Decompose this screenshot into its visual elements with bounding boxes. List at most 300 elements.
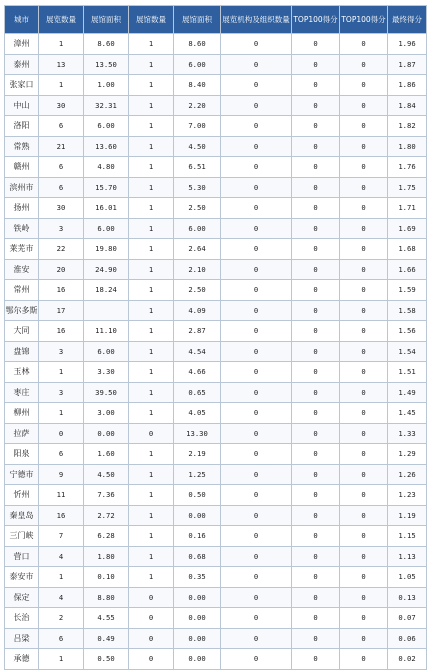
cell-top100-score-a: 0 bbox=[292, 300, 340, 321]
table-row bbox=[5, 136, 427, 157]
cell-top100-score-b: 0 bbox=[340, 423, 388, 444]
cell-top100-score-a: 0 bbox=[292, 341, 340, 362]
cell-top100-score-b: 0 bbox=[340, 218, 388, 239]
cell-top100-score-b: 0 bbox=[340, 341, 388, 362]
cell-exhibition-count: 6 bbox=[39, 177, 84, 198]
cell-exhibition-area: 4.09 bbox=[174, 300, 221, 321]
cell-final-score: 1.96 bbox=[388, 34, 427, 55]
cell-exhibition-area: 0.00 bbox=[174, 608, 221, 629]
cell-top100-score-a: 0 bbox=[292, 403, 340, 424]
table-row bbox=[5, 54, 427, 75]
cell-exhibition-count: 3 bbox=[39, 382, 84, 403]
cell-venue-count: 1 bbox=[129, 198, 174, 219]
cell-top100-score-b: 0 bbox=[340, 464, 388, 485]
cell-venue-area: 19.80 bbox=[84, 239, 129, 260]
cell-venue-area: 15.70 bbox=[84, 177, 129, 198]
table-row bbox=[5, 382, 427, 403]
cell-venue-count: 1 bbox=[129, 382, 174, 403]
table-body bbox=[5, 34, 427, 670]
cell-city: 铁岭 bbox=[5, 218, 39, 239]
cell-top100-score-b: 0 bbox=[340, 587, 388, 608]
cell-final-score: 1.69 bbox=[388, 218, 427, 239]
cell-final-score: 0.13 bbox=[388, 587, 427, 608]
cell-city: 长治 bbox=[5, 608, 39, 629]
cell-exhibition-area: 6.51 bbox=[174, 157, 221, 178]
cell-exhibition-area: 13.30 bbox=[174, 423, 221, 444]
cell-top100-score-a: 0 bbox=[292, 587, 340, 608]
cell-venue-area: 13.50 bbox=[84, 54, 129, 75]
cell-venue-count: 1 bbox=[129, 403, 174, 424]
cell-final-score: 1.84 bbox=[388, 95, 427, 116]
cell-top100-score-a: 0 bbox=[292, 116, 340, 137]
table-row bbox=[5, 423, 427, 444]
table-row bbox=[5, 587, 427, 608]
table-row bbox=[5, 95, 427, 116]
cell-exhibition-area: 4.66 bbox=[174, 362, 221, 383]
cell-exhibition-count: 16 bbox=[39, 505, 84, 526]
cell-organizer-count: 0 bbox=[221, 649, 292, 670]
cell-final-score: 1.86 bbox=[388, 75, 427, 96]
cell-venue-count: 0 bbox=[129, 423, 174, 444]
cell-city: 赣州 bbox=[5, 157, 39, 178]
cell-exhibition-count: 7 bbox=[39, 526, 84, 547]
cell-venue-area: 13.60 bbox=[84, 136, 129, 157]
table-row bbox=[5, 259, 427, 280]
cell-exhibition-area: 4.54 bbox=[174, 341, 221, 362]
cell-top100-score-a: 0 bbox=[292, 464, 340, 485]
cell-exhibition-area: 2.20 bbox=[174, 95, 221, 116]
cell-city: 漳州 bbox=[5, 34, 39, 55]
cell-venue-count: 1 bbox=[129, 75, 174, 96]
cell-top100-score-b: 0 bbox=[340, 300, 388, 321]
cell-exhibition-count: 20 bbox=[39, 259, 84, 280]
cell-venue-count: 1 bbox=[129, 136, 174, 157]
cell-organizer-count: 0 bbox=[221, 628, 292, 649]
cell-city: 宁德市 bbox=[5, 464, 39, 485]
cell-venue-area: 4.50 bbox=[84, 464, 129, 485]
cell-exhibition-area: 2.87 bbox=[174, 321, 221, 342]
cell-top100-score-b: 0 bbox=[340, 116, 388, 137]
cell-exhibition-count: 6 bbox=[39, 628, 84, 649]
cell-top100-score-a: 0 bbox=[292, 608, 340, 629]
cell-organizer-count: 0 bbox=[221, 136, 292, 157]
cell-city: 营口 bbox=[5, 546, 39, 567]
table-row bbox=[5, 157, 427, 178]
cell-top100-score-b: 0 bbox=[340, 628, 388, 649]
table-row bbox=[5, 34, 427, 55]
cell-venue-area: 3.00 bbox=[84, 403, 129, 424]
cell-top100-score-b: 0 bbox=[340, 75, 388, 96]
cell-venue-count: 0 bbox=[129, 587, 174, 608]
cell-final-score: 1.54 bbox=[388, 341, 427, 362]
cell-exhibition-count: 16 bbox=[39, 280, 84, 301]
cell-exhibition-area: 4.50 bbox=[174, 136, 221, 157]
cell-venue-count: 1 bbox=[129, 95, 174, 116]
cell-top100-score-b: 0 bbox=[340, 362, 388, 383]
cell-top100-score-b: 0 bbox=[340, 157, 388, 178]
table-row bbox=[5, 218, 427, 239]
cell-top100-score-b: 0 bbox=[340, 649, 388, 670]
cell-exhibition-area: 8.60 bbox=[174, 34, 221, 55]
cell-venue-area: 4.55 bbox=[84, 608, 129, 629]
cell-exhibition-count: 4 bbox=[39, 546, 84, 567]
cell-venue-count: 1 bbox=[129, 505, 174, 526]
cell-top100-score-b: 0 bbox=[340, 321, 388, 342]
cell-exhibition-area: 0.16 bbox=[174, 526, 221, 547]
cell-top100-score-a: 0 bbox=[292, 239, 340, 260]
cell-organizer-count: 0 bbox=[221, 177, 292, 198]
cell-exhibition-count: 22 bbox=[39, 239, 84, 260]
header-venue-area: 展馆面积 bbox=[84, 6, 129, 34]
cell-venue-area: 3.30 bbox=[84, 362, 129, 383]
cell-organizer-count: 0 bbox=[221, 54, 292, 75]
cell-final-score: 1.45 bbox=[388, 403, 427, 424]
cell-venue-area: 24.90 bbox=[84, 259, 129, 280]
cell-venue-area: 39.50 bbox=[84, 382, 129, 403]
cell-top100-score-a: 0 bbox=[292, 280, 340, 301]
cell-organizer-count: 0 bbox=[221, 444, 292, 465]
cell-city: 滨州市 bbox=[5, 177, 39, 198]
cell-venue-count: 1 bbox=[129, 157, 174, 178]
cell-final-score: 1.59 bbox=[388, 280, 427, 301]
cell-venue-count: 1 bbox=[129, 526, 174, 547]
cell-top100-score-a: 0 bbox=[292, 75, 340, 96]
cell-final-score: 1.33 bbox=[388, 423, 427, 444]
cell-city: 吕梁 bbox=[5, 628, 39, 649]
cell-city: 常熟 bbox=[5, 136, 39, 157]
cell-top100-score-a: 0 bbox=[292, 567, 340, 588]
cell-organizer-count: 0 bbox=[221, 485, 292, 506]
cell-exhibition-area: 8.40 bbox=[174, 75, 221, 96]
table-row bbox=[5, 75, 427, 96]
cell-top100-score-a: 0 bbox=[292, 198, 340, 219]
table-row bbox=[5, 239, 427, 260]
cell-top100-score-a: 0 bbox=[292, 54, 340, 75]
cell-exhibition-area: 0.68 bbox=[174, 546, 221, 567]
header-city: 城市 bbox=[5, 6, 39, 34]
cell-top100-score-a: 0 bbox=[292, 628, 340, 649]
cell-exhibition-count: 4 bbox=[39, 587, 84, 608]
cell-city: 莱芜市 bbox=[5, 239, 39, 260]
cell-organizer-count: 0 bbox=[221, 608, 292, 629]
cell-final-score: 1.19 bbox=[388, 505, 427, 526]
cell-city: 淮安 bbox=[5, 259, 39, 280]
cell-final-score: 1.13 bbox=[388, 546, 427, 567]
cell-top100-score-b: 0 bbox=[340, 177, 388, 198]
cell-venue-area: 32.31 bbox=[84, 95, 129, 116]
cell-top100-score-a: 0 bbox=[292, 423, 340, 444]
cell-final-score: 1.49 bbox=[388, 382, 427, 403]
cell-city: 忻州 bbox=[5, 485, 39, 506]
cell-venue-count: 0 bbox=[129, 628, 174, 649]
cell-venue-area: 1.80 bbox=[84, 546, 129, 567]
cell-city: 中山 bbox=[5, 95, 39, 116]
table-row bbox=[5, 341, 427, 362]
cell-exhibition-count: 1 bbox=[39, 362, 84, 383]
cell-venue-count: 1 bbox=[129, 300, 174, 321]
header-exhibition-area: 展馆面积 bbox=[174, 6, 221, 34]
cell-venue-count: 0 bbox=[129, 608, 174, 629]
table-row bbox=[5, 403, 427, 424]
cell-exhibition-count: 1 bbox=[39, 649, 84, 670]
cell-venue-area: 6.28 bbox=[84, 526, 129, 547]
cell-city: 拉萨 bbox=[5, 423, 39, 444]
cell-city: 鄂尔多斯 bbox=[5, 300, 39, 321]
cell-top100-score-b: 0 bbox=[340, 485, 388, 506]
cell-final-score: 1.75 bbox=[388, 177, 427, 198]
cell-venue-count: 1 bbox=[129, 54, 174, 75]
cell-top100-score-b: 0 bbox=[340, 567, 388, 588]
cell-exhibition-area: 6.00 bbox=[174, 54, 221, 75]
cell-final-score: 0.07 bbox=[388, 608, 427, 629]
cell-venue-area: 8.60 bbox=[84, 34, 129, 55]
table-row bbox=[5, 362, 427, 383]
cell-top100-score-a: 0 bbox=[292, 157, 340, 178]
cell-venue-count: 1 bbox=[129, 444, 174, 465]
cell-city: 保定 bbox=[5, 587, 39, 608]
cell-exhibition-area: 0.00 bbox=[174, 587, 221, 608]
cell-organizer-count: 0 bbox=[221, 403, 292, 424]
cell-venue-area: 1.60 bbox=[84, 444, 129, 465]
cell-city: 张家口 bbox=[5, 75, 39, 96]
cell-organizer-count: 0 bbox=[221, 116, 292, 137]
cell-top100-score-a: 0 bbox=[292, 34, 340, 55]
cell-city: 三门峡 bbox=[5, 526, 39, 547]
cell-final-score: 1.66 bbox=[388, 259, 427, 280]
cell-exhibition-area: 0.35 bbox=[174, 567, 221, 588]
cell-top100-score-a: 0 bbox=[292, 95, 340, 116]
cell-top100-score-a: 0 bbox=[292, 259, 340, 280]
cell-top100-score-b: 0 bbox=[340, 198, 388, 219]
cell-city: 阳泉 bbox=[5, 444, 39, 465]
cell-exhibition-count: 21 bbox=[39, 136, 84, 157]
cell-city: 承德 bbox=[5, 649, 39, 670]
cell-top100-score-b: 0 bbox=[340, 526, 388, 547]
cell-venue-area: 11.10 bbox=[84, 321, 129, 342]
table-row bbox=[5, 546, 427, 567]
cell-city: 盘锦 bbox=[5, 341, 39, 362]
cell-city: 玉林 bbox=[5, 362, 39, 383]
table-row bbox=[5, 444, 427, 465]
cell-exhibition-area: 2.50 bbox=[174, 280, 221, 301]
cell-exhibition-count: 11 bbox=[39, 485, 84, 506]
cell-final-score: 1.58 bbox=[388, 300, 427, 321]
table-row bbox=[5, 628, 427, 649]
cell-venue-area: 6.00 bbox=[84, 218, 129, 239]
header-final-score: 最终得分 bbox=[388, 6, 427, 34]
cell-exhibition-area: 2.19 bbox=[174, 444, 221, 465]
cell-final-score: 0.02 bbox=[388, 649, 427, 670]
cell-organizer-count: 0 bbox=[221, 34, 292, 55]
table-row bbox=[5, 526, 427, 547]
cell-exhibition-count: 1 bbox=[39, 567, 84, 588]
cell-venue-area: 0.10 bbox=[84, 567, 129, 588]
table-row bbox=[5, 300, 427, 321]
cell-organizer-count: 0 bbox=[221, 505, 292, 526]
cell-top100-score-b: 0 bbox=[340, 95, 388, 116]
cell-top100-score-b: 0 bbox=[340, 34, 388, 55]
cell-top100-score-b: 0 bbox=[340, 54, 388, 75]
cell-venue-area: 0.00 bbox=[84, 423, 129, 444]
cell-venue-count: 0 bbox=[129, 649, 174, 670]
cell-exhibition-count: 30 bbox=[39, 95, 84, 116]
table-row bbox=[5, 485, 427, 506]
cell-exhibition-count: 6 bbox=[39, 116, 84, 137]
cell-exhibition-count: 2 bbox=[39, 608, 84, 629]
cell-top100-score-a: 0 bbox=[292, 321, 340, 342]
table-row bbox=[5, 505, 427, 526]
table-row bbox=[5, 321, 427, 342]
cell-venue-area: 7.36 bbox=[84, 485, 129, 506]
cell-organizer-count: 0 bbox=[221, 75, 292, 96]
cell-top100-score-a: 0 bbox=[292, 526, 340, 547]
cell-venue-area: 6.00 bbox=[84, 116, 129, 137]
cell-final-score: 1.05 bbox=[388, 567, 427, 588]
cell-top100-score-a: 0 bbox=[292, 177, 340, 198]
cell-final-score: 1.71 bbox=[388, 198, 427, 219]
cell-final-score: 1.29 bbox=[388, 444, 427, 465]
cell-organizer-count: 0 bbox=[221, 321, 292, 342]
cell-top100-score-a: 0 bbox=[292, 505, 340, 526]
cell-final-score: 1.51 bbox=[388, 362, 427, 383]
table-row bbox=[5, 280, 427, 301]
cell-top100-score-a: 0 bbox=[292, 485, 340, 506]
cell-top100-score-b: 0 bbox=[340, 136, 388, 157]
city-ranking-table bbox=[4, 5, 427, 670]
cell-exhibition-count: 3 bbox=[39, 218, 84, 239]
cell-organizer-count: 0 bbox=[221, 382, 292, 403]
cell-venue-area: 6.00 bbox=[84, 341, 129, 362]
table-row bbox=[5, 649, 427, 670]
cell-venue-area: 18.24 bbox=[84, 280, 129, 301]
header-top100-score-b: TOP100得分 bbox=[340, 6, 388, 34]
header-top100-score-a: TOP100得分 bbox=[292, 6, 340, 34]
cell-final-score: 0.06 bbox=[388, 628, 427, 649]
cell-top100-score-b: 0 bbox=[340, 259, 388, 280]
cell-organizer-count: 0 bbox=[221, 464, 292, 485]
cell-top100-score-a: 0 bbox=[292, 136, 340, 157]
cell-exhibition-area: 2.10 bbox=[174, 259, 221, 280]
cell-venue-count: 1 bbox=[129, 116, 174, 137]
cell-organizer-count: 0 bbox=[221, 280, 292, 301]
cell-top100-score-b: 0 bbox=[340, 608, 388, 629]
cell-exhibition-area: 4.05 bbox=[174, 403, 221, 424]
cell-top100-score-a: 0 bbox=[292, 546, 340, 567]
cell-final-score: 1.26 bbox=[388, 464, 427, 485]
cell-venue-area: 1.00 bbox=[84, 75, 129, 96]
cell-venue-count: 1 bbox=[129, 34, 174, 55]
cell-venue-area: 8.80 bbox=[84, 587, 129, 608]
cell-venue-count: 1 bbox=[129, 464, 174, 485]
cell-exhibition-count: 3 bbox=[39, 341, 84, 362]
table-row bbox=[5, 198, 427, 219]
cell-venue-count: 1 bbox=[129, 485, 174, 506]
cell-top100-score-b: 0 bbox=[340, 280, 388, 301]
table-row bbox=[5, 177, 427, 198]
table-row bbox=[5, 608, 427, 629]
table-row bbox=[5, 116, 427, 137]
cell-exhibition-count: 9 bbox=[39, 464, 84, 485]
cell-final-score: 1.56 bbox=[388, 321, 427, 342]
cell-top100-score-a: 0 bbox=[292, 362, 340, 383]
cell-final-score: 1.82 bbox=[388, 116, 427, 137]
cell-organizer-count: 0 bbox=[221, 157, 292, 178]
cell-top100-score-b: 0 bbox=[340, 403, 388, 424]
cell-exhibition-count: 1 bbox=[39, 403, 84, 424]
cell-organizer-count: 0 bbox=[221, 362, 292, 383]
cell-organizer-count: 0 bbox=[221, 239, 292, 260]
cell-organizer-count: 0 bbox=[221, 567, 292, 588]
cell-venue-count: 1 bbox=[129, 321, 174, 342]
cell-venue-count: 1 bbox=[129, 239, 174, 260]
cell-city: 秦皇岛 bbox=[5, 505, 39, 526]
cell-venue-count: 1 bbox=[129, 546, 174, 567]
cell-organizer-count: 0 bbox=[221, 341, 292, 362]
cell-exhibition-count: 6 bbox=[39, 157, 84, 178]
cell-top100-score-b: 0 bbox=[340, 505, 388, 526]
cell-final-score: 1.76 bbox=[388, 157, 427, 178]
cell-top100-score-a: 0 bbox=[292, 382, 340, 403]
cell-organizer-count: 0 bbox=[221, 587, 292, 608]
cell-top100-score-b: 0 bbox=[340, 444, 388, 465]
cell-exhibition-area: 2.64 bbox=[174, 239, 221, 260]
ranking-table-container bbox=[4, 5, 426, 670]
cell-venue-area: 16.01 bbox=[84, 198, 129, 219]
cell-final-score: 1.80 bbox=[388, 136, 427, 157]
cell-venue-area: 4.80 bbox=[84, 157, 129, 178]
cell-exhibition-count: 30 bbox=[39, 198, 84, 219]
cell-city: 柳州 bbox=[5, 403, 39, 424]
cell-exhibition-area: 7.00 bbox=[174, 116, 221, 137]
table-row bbox=[5, 567, 427, 588]
cell-top100-score-b: 0 bbox=[340, 382, 388, 403]
cell-city: 泰州 bbox=[5, 54, 39, 75]
cell-organizer-count: 0 bbox=[221, 300, 292, 321]
cell-exhibition-count: 13 bbox=[39, 54, 84, 75]
cell-exhibition-count: 1 bbox=[39, 75, 84, 96]
header-venue-count: 展馆数量 bbox=[129, 6, 174, 34]
cell-city: 扬州 bbox=[5, 198, 39, 219]
cell-venue-count: 1 bbox=[129, 218, 174, 239]
cell-organizer-count: 0 bbox=[221, 423, 292, 444]
cell-final-score: 1.15 bbox=[388, 526, 427, 547]
cell-organizer-count: 0 bbox=[221, 218, 292, 239]
cell-exhibition-area: 0.65 bbox=[174, 382, 221, 403]
cell-top100-score-b: 0 bbox=[340, 546, 388, 567]
cell-final-score: 1.68 bbox=[388, 239, 427, 260]
cell-exhibition-area: 0.50 bbox=[174, 485, 221, 506]
cell-venue-count: 1 bbox=[129, 177, 174, 198]
cell-exhibition-area: 0.00 bbox=[174, 505, 221, 526]
cell-exhibition-count: 16 bbox=[39, 321, 84, 342]
cell-city: 泰安市 bbox=[5, 567, 39, 588]
table-row bbox=[5, 464, 427, 485]
cell-venue-area: 0.50 bbox=[84, 649, 129, 670]
cell-exhibition-area: 5.30 bbox=[174, 177, 221, 198]
cell-city: 枣庄 bbox=[5, 382, 39, 403]
cell-exhibition-area: 1.25 bbox=[174, 464, 221, 485]
cell-exhibition-count: 6 bbox=[39, 444, 84, 465]
cell-final-score: 1.87 bbox=[388, 54, 427, 75]
cell-venue-area: 0.49 bbox=[84, 628, 129, 649]
cell-venue-count: 1 bbox=[129, 341, 174, 362]
header-organizer-count: 展览机构及组织数量 bbox=[221, 6, 292, 34]
cell-exhibition-count: 1 bbox=[39, 34, 84, 55]
cell-organizer-count: 0 bbox=[221, 546, 292, 567]
cell-city: 常州 bbox=[5, 280, 39, 301]
header-exhibition-count: 展览数量 bbox=[39, 6, 84, 34]
cell-exhibition-area: 2.50 bbox=[174, 198, 221, 219]
